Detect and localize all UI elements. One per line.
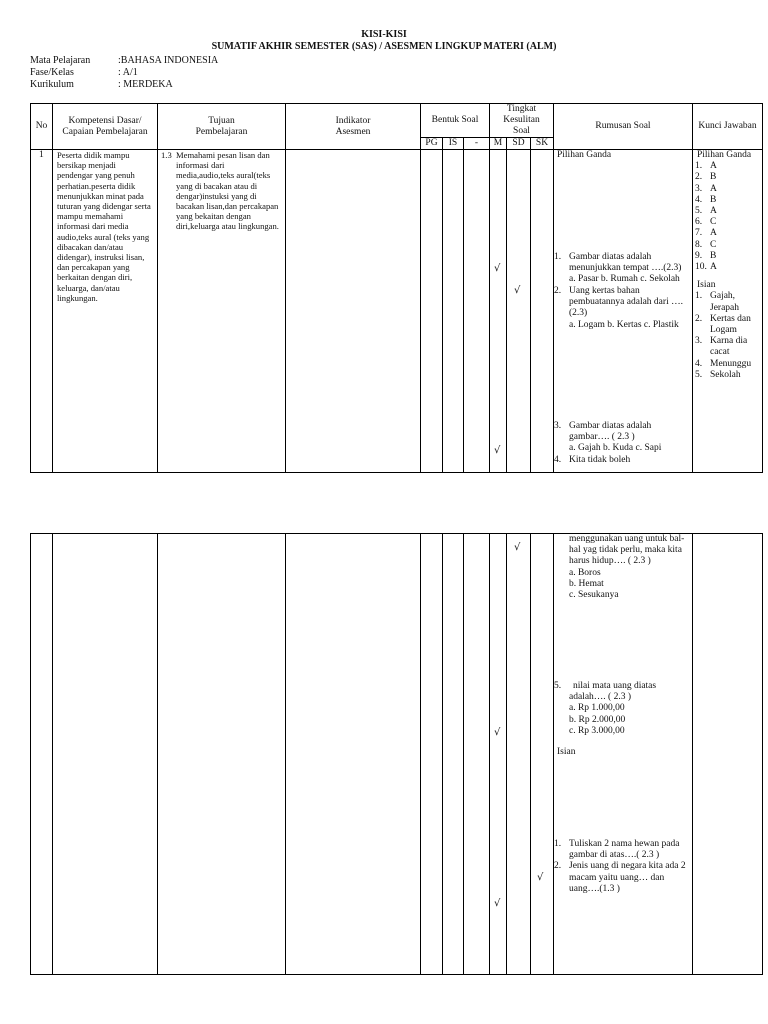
key-6: C — [710, 217, 717, 228]
meta-label-subject: Mata Pelajaran — [30, 55, 91, 66]
q5-option-b: b. Rp 2.000,00 — [569, 714, 626, 725]
sub-header-sd: SD — [512, 138, 525, 148]
rumusan-pg-label: Pilihan Ganda — [557, 150, 612, 160]
q5-text: nilai mata uang diatas adalah…. ( 2.3 ) — [569, 681, 657, 703]
q4-option-a: a. Boros — [569, 567, 601, 578]
document-title: KISI-KISI — [361, 29, 407, 40]
question-5 — [554, 681, 690, 737]
col-header-no: No — [35, 121, 48, 131]
sub-header-m: M — [493, 138, 503, 148]
sub-header-pg: PG — [425, 138, 438, 148]
q1-text: Gambar diatas adalah menunjukkan tempat ….(2.3) — [569, 252, 682, 274]
q1-number: 1. — [554, 252, 562, 262]
check-mark: √ — [537, 872, 544, 883]
q3-text: Gambar diatas adalah gambar…. ( 2.3 ) — [569, 421, 652, 443]
document-subtitle: SUMATIF AKHIR SEMESTER (SAS) / ASESMEN LINGKUP MATERI (ALM) — [211, 41, 557, 52]
answer-key: Pilihan Ganda 1. A 2. B 3. A 4. B 5. A 6. C 7. A 8. C 9. B 10. A Isian 1. Gajah, Jerapah 2. Kertas dan Logam 3. Karna dia cacat 4. Menunggu 5. Sekolah — [695, 150, 761, 381]
check-mark: √ — [514, 542, 521, 553]
check-mark: √ — [514, 285, 521, 296]
q4-number: 4. — [554, 454, 562, 465]
isian-questions — [554, 839, 690, 895]
kunci-isian-label: Isian — [697, 280, 716, 291]
q4-option-c: c. Sesukanya — [569, 590, 619, 601]
isian-key-5: Sekolah — [710, 369, 741, 380]
sub-header-sk: SK — [535, 138, 549, 148]
sub-header-is: IS — [448, 138, 458, 148]
question-3 — [554, 421, 690, 466]
meta-label-curriculum: Kurikulum — [30, 79, 74, 90]
meta-value-subject: :BAHASA INDONESIA — [118, 55, 219, 66]
isian-key-3: Karna dia cacat — [710, 336, 748, 358]
col-header-bentuk: Bentuk Soal — [431, 115, 479, 125]
question-4-continued — [569, 534, 691, 601]
key-4: B — [710, 194, 717, 205]
meta-value-class: : A/1 — [118, 67, 138, 78]
isian-key-2: Kertas dan Logam — [710, 313, 751, 336]
col-header-indikator: Indikator Asesmen — [335, 115, 371, 137]
col-header-rumusan: Rumusan Soal — [595, 121, 651, 131]
key-3: A — [710, 183, 717, 194]
key-8: C — [710, 239, 717, 250]
col-header-tingkat: Tingkat Kesulitan Soal — [503, 104, 540, 136]
q5-number: 5. — [554, 681, 562, 691]
question-1 — [554, 252, 690, 286]
sub-header-dash: - — [474, 138, 479, 148]
tujuan-number: 1.3 — [161, 150, 172, 160]
q3-number: 3. — [554, 421, 562, 431]
isian-q1-text: Tuliskan 2 nama hewan pada gambar di atas….( 2.3 ) — [569, 839, 680, 861]
check-mark: √ — [494, 263, 501, 274]
key-10: A — [710, 262, 717, 273]
q5-option-a: a. Rp 1.000,00 — [569, 703, 625, 714]
kunci-pg-label: Pilihan Ganda — [697, 150, 752, 160]
q4-text: Kita tidak boleh — [569, 454, 631, 465]
q4-continued-text: menggunakan uang untuk bal-hal yag tidak perlu, maka kita harus hidup…. ( 2.3 ) — [569, 534, 685, 567]
meta-label-class: Fase/Kelas — [30, 67, 74, 78]
check-mark: √ — [494, 445, 501, 456]
isian-q2-number: 2. — [554, 861, 562, 872]
col-header-kd: Kompetensi Dasar/ Capaian Pembelajaran — [62, 115, 148, 137]
kd-text: Peserta didik mampu bersikap menjadi pendengar yang penuh perhatian.peserta didik menunjukkan minat pada tuturan yang didengar serta mampu memahami informasi dari media audio,teks aural (teks yang dibacakan dan/atau didengar), instruksi lisan, dan percakapan yang berkaitan dengan diri, keluarga, dan/atau lingkungan. — [57, 150, 151, 303]
tujuan-text: Memahami pesan lisan dan informasi dari media,audio,teks aural(teks yang di bacakan atau di dengar)instuksi yang di bacakan lisan,dan percakapan yang bekaitan dengan diri,keluarga atau lingkungan. — [176, 150, 279, 232]
isian-key-4: Menunggu — [710, 358, 752, 369]
check-mark: √ — [494, 727, 501, 738]
col-header-tujuan: Tujuan Pembelajaran — [195, 115, 248, 137]
isian-q2-text: Jenis uang di negara kita ada 2 macam yaitu uang… dan uang….(1.3 ) — [569, 861, 686, 894]
q1-options: a. Pasar b. Rumah c. Sekolah — [569, 274, 680, 285]
q2-text: Uang kertas bahan pembuatannya adalah dari …. (2.3) — [569, 286, 683, 319]
q5-option-c: c. Rp 3.000,00 — [569, 725, 625, 736]
isian-q1-number: 1. — [554, 839, 562, 849]
isian-key-1: Gajah, Jerapah — [710, 291, 740, 313]
rumusan-isian-label: Isian — [557, 747, 576, 757]
key-2: B — [710, 172, 717, 183]
meta-block — [30, 55, 218, 91]
q4-option-b: b. Hemat — [569, 578, 604, 589]
col-header-kunci: Kunci Jawaban — [698, 121, 757, 131]
key-5: A — [710, 206, 717, 217]
key-7: A — [710, 228, 717, 239]
meta-value-curriculum: : MERDEKA — [118, 79, 173, 90]
q3-options: a. Gajah b. Kuda c. Sapi — [569, 443, 662, 454]
question-2 — [554, 286, 690, 331]
q2-number: 2. — [554, 286, 562, 296]
q2-options: a. Logam b. Kertas c. Plastik — [569, 319, 679, 330]
key-9: B — [710, 250, 717, 261]
key-1: A — [710, 161, 717, 172]
row-number: 1 — [39, 150, 44, 160]
check-mark: √ — [494, 898, 501, 909]
